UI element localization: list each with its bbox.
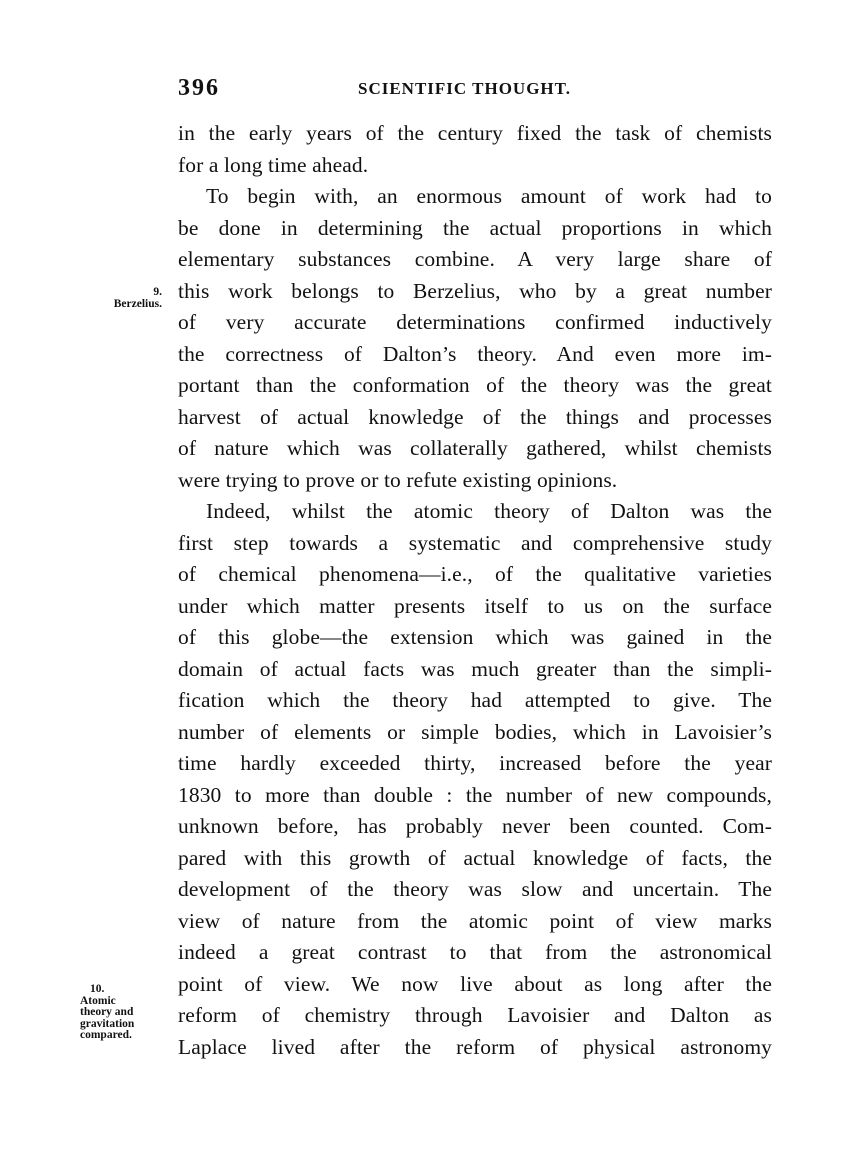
text-line: unknown before, has probably never been counted. Com-: [178, 814, 772, 838]
running-title: SCIENTIFIC THOUGHT.: [358, 79, 571, 98]
text-line: be done in determining the actual proportions in which: [178, 215, 772, 240]
text-line: Laplace lived after the reform of physical astronomy: [178, 1034, 772, 1059]
text-line: To begin with, an enormous amount of work had to: [206, 184, 772, 208]
text-line: fication which the theory had attempted to give. The: [178, 688, 772, 712]
margin-note-number: 9.: [153, 286, 162, 298]
margin-note-text: Berzelius.: [113, 297, 162, 310]
text-line: were trying to prove or to refute existing opinions.: [178, 467, 618, 492]
text-line: pared with this growth of actual knowledge of facts, the: [178, 845, 772, 870]
text-line: reform of chemistry through Lavoisier and Dalton as: [178, 1003, 772, 1027]
body-text: [178, 118, 772, 1063]
text-line: of nature which was collaterally gathered, whilst chemists: [178, 436, 772, 460]
text-line: view of nature from the atomic point of view marks: [178, 908, 772, 933]
margin-note-text: Atomic: [80, 994, 116, 1007]
text-line: indeed a great contrast to that from the astronomical: [178, 940, 772, 964]
margin-note-berzelius: [78, 287, 162, 310]
text-line: harvest of actual knowledge of the things and processes: [178, 404, 772, 429]
text-line: development of the theory was slow and uncertain. The: [178, 877, 772, 901]
running-head: [178, 70, 772, 106]
text-line: portant than the conformation of the theory was the great: [178, 373, 772, 397]
margin-note-number: 10.: [90, 983, 105, 995]
text-line: time hardly exceeded thirty, increased before the year: [178, 751, 772, 775]
text-line: of very accurate determinations confirmed inductively: [178, 310, 772, 334]
text-line: in the early years of the century fixed the task of chemists: [178, 121, 772, 145]
text-line: of this globe—the extension which was gained in the: [178, 625, 772, 649]
text-line: under which matter presents itself to us on the surface: [178, 593, 772, 618]
margin-note-text: theory and: [80, 1006, 134, 1018]
text-line: Indeed, whilst the atomic theory of Dalton was the: [206, 499, 772, 523]
text-line: elementary substances combine. A very large share of: [178, 247, 772, 271]
page-number: 396: [178, 75, 220, 101]
text-line: for a long time ahead.: [178, 152, 369, 177]
text-line: first step towards a systematic and comprehensive study: [178, 530, 772, 555]
text-line: domain of actual facts was much greater than the simpli-: [178, 656, 772, 681]
margin-note-text: compared.: [80, 1029, 132, 1041]
text-line: the correctness of Dalton’s theory. And even more im-: [178, 341, 772, 366]
text-line: number of elements or simple bodies, which in Lavoisier’s: [178, 719, 772, 744]
text-line: point of view. We now live about as long after the: [178, 971, 772, 996]
text-line: 1830 to more than double : the number of new compounds,: [178, 782, 772, 807]
text-line: this work belongs to Berzelius, who by a great number: [178, 278, 772, 303]
margin-note-atomic-theory: [80, 984, 164, 1042]
margin-note-text: gravitation: [80, 1017, 135, 1030]
text-line: of chemical phenomena—i.e., of the qualitative varieties: [178, 562, 772, 586]
